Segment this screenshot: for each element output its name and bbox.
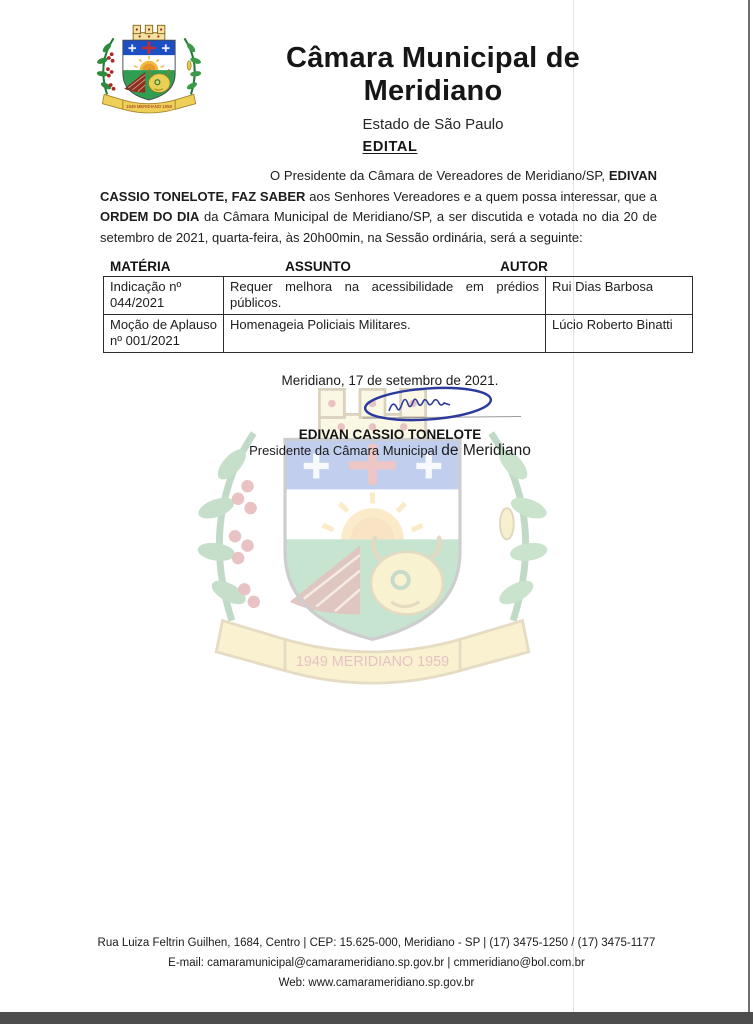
paragraph-line: setembro de 2021, quarta-feira, às 20h00min, na Sessão ordinária, será a seguinte: [100,229,583,245]
coat-of-arms-logo [93,23,205,119]
footer-web-line: Web: www.camarameridiano.sp.gov.br [278,977,475,989]
paragraph-bold-text: EDIVAN [608,168,657,183]
table-row [104,277,693,315]
cell-materia: Indicação nº 044/2021 [104,277,224,315]
paragraph-text: O Presidente da Câmara de Vereadores de Meridiano/SP, [270,168,609,183]
cell-assunto: Requer melhora na acessibilidade em prédios públicos. [224,277,546,315]
table-row [104,315,693,353]
cell-autor: Lúcio Roberto Binatti [546,315,693,353]
column-header-autor: AUTOR [500,259,548,274]
signer-role-text: Presidente da Câmara Municipal [249,443,442,458]
signature-ink [333,385,523,427]
org-subtitle: Estado de São Paulo [362,116,504,133]
letterhead [220,42,646,133]
date-line: Meridiano, 17 de setembro de 2021. [281,373,499,388]
cell-materia: Moção de Aplauso nº 001/2021 [104,315,224,353]
edital-paragraph [100,166,657,248]
org-title: Câmara Municipal de Meridiano [286,42,580,107]
cell-assunto: Homenageia Policiais Militares. [224,315,546,353]
signer-name: EDIVAN CASSIO TONELOTE [298,427,482,442]
scan-bottom-edge [0,1012,753,1024]
paragraph-bold-text: ORDEM DO DIA [100,209,200,225]
signer-role-city: de Meridiano [441,442,531,459]
column-header-assunto: ASSUNTO [285,259,351,274]
scan-page-edge [748,0,750,1012]
signature-scribble [389,399,450,411]
footer-email-line: E-mail: camaramunicipal@camarameridiano.sp.gov.br | cmmeridiano@bol.com.br [168,957,585,969]
cell-autor: Rui Dias Barbosa [546,277,693,315]
paragraph-line [100,187,657,208]
document-title: EDITAL [362,139,418,155]
footer-address-line: Rua Luiza Feltrin Guilhen, 1684, Centro | CEP: 15.625-000, Meridiano - SP | (17) 3475-1250 / (17) 3475-1177 [97,937,656,949]
paragraph-bold-text: CASSIO TONELOTE, FAZ SABER [100,188,306,204]
column-header-materia: MATÉRIA [110,259,171,274]
paragraph-text: da Câmara Municipal de Meridiano/SP, a ser discutida e votada no dia 20 de [199,209,658,225]
paragraph-line [100,166,657,187]
paragraph-line [100,207,657,228]
paragraph-text: aos Senhores Vereadores e a quem possa interessar, que a [305,188,658,204]
ordem-do-dia-table [103,276,693,353]
footer [0,933,753,993]
signer-role [100,442,680,460]
